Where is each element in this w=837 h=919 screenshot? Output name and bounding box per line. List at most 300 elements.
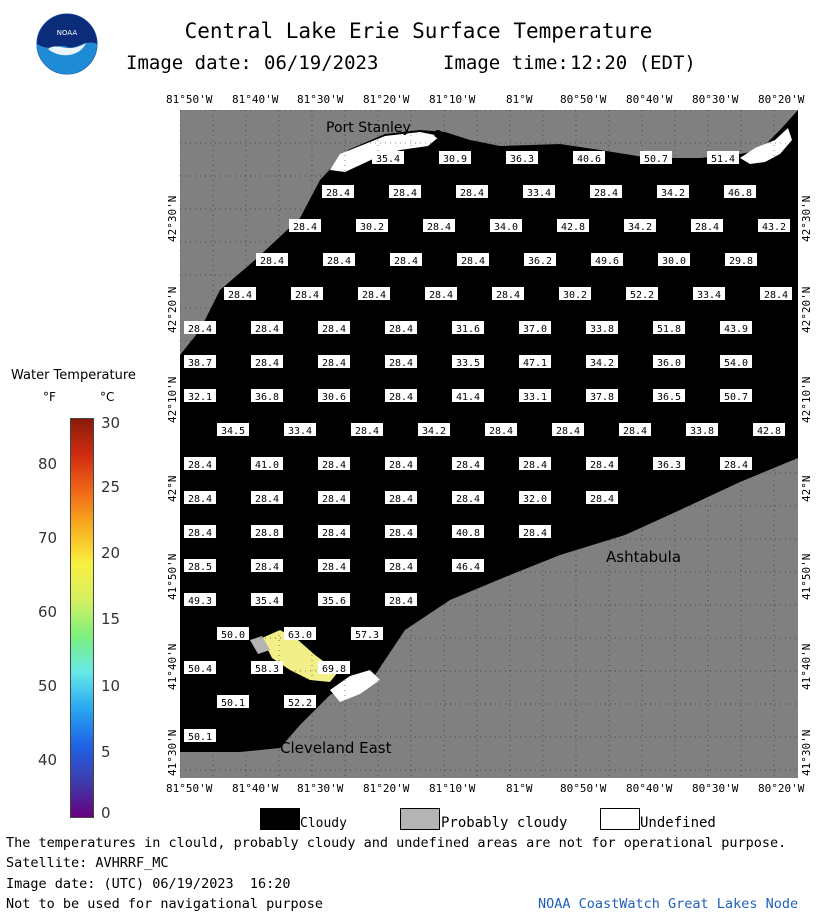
temperature-value	[506, 151, 538, 165]
lon-label-top: 80°50'W	[560, 93, 607, 106]
temperature-value	[284, 627, 316, 641]
svg-text:28.4: 28.4	[388, 358, 414, 369]
legend-tick-c: 20	[101, 544, 121, 562]
temperature-value	[251, 525, 283, 539]
legend-tick-c: 5	[101, 743, 111, 761]
svg-text:28.4: 28.4	[460, 256, 486, 267]
lon-label-top: 81°50'W	[166, 93, 213, 106]
lat-label-right: 42°N	[800, 475, 813, 502]
svg-text:34.5: 34.5	[220, 426, 246, 437]
svg-text:50.0: 50.0	[220, 630, 246, 641]
svg-text:28.4: 28.4	[522, 460, 548, 471]
svg-text:28.4: 28.4	[388, 528, 414, 539]
svg-text:28.4: 28.4	[388, 562, 414, 573]
svg-text:28.4: 28.4	[187, 460, 213, 471]
svg-text:33.1: 33.1	[522, 392, 548, 403]
temperature-map	[180, 110, 798, 778]
city-marker-port-stanley	[434, 130, 442, 138]
temperature-value	[184, 491, 216, 505]
lon-label-top: 80°30'W	[692, 93, 739, 106]
svg-text:NOAA: NOAA	[56, 29, 78, 37]
lat-label-right: 41°40'N	[800, 643, 813, 690]
lon-label-bottom: 80°20'W	[758, 782, 805, 795]
image-date-label: Image date:	[126, 52, 252, 74]
temperature-value	[251, 389, 283, 403]
svg-text:28.4: 28.4	[321, 562, 347, 573]
svg-text:51.4: 51.4	[710, 154, 736, 165]
svg-text:28.4: 28.4	[321, 494, 347, 505]
lon-label-top: 81°40'W	[232, 93, 279, 106]
svg-text:37.8: 37.8	[589, 392, 615, 403]
temperature-value	[720, 355, 752, 369]
lat-label-left: 42°N	[166, 475, 179, 502]
temperature-value	[519, 355, 551, 369]
svg-text:42.8: 42.8	[756, 426, 782, 437]
svg-text:50.4: 50.4	[187, 664, 213, 675]
temperature-value	[356, 219, 388, 233]
svg-text:43.9: 43.9	[723, 324, 749, 335]
svg-text:28.4: 28.4	[321, 358, 347, 369]
svg-text:50.7: 50.7	[723, 392, 749, 403]
svg-text:28.4: 28.4	[555, 426, 581, 437]
svg-text:37.0: 37.0	[522, 324, 548, 335]
legend-tick-c: 30	[101, 414, 121, 432]
temperature-value	[184, 389, 216, 403]
svg-text:28.4: 28.4	[426, 222, 452, 233]
svg-text:28.4: 28.4	[325, 188, 351, 199]
lat-label-right: 42°20'N	[800, 286, 813, 333]
temperature-value	[251, 355, 283, 369]
svg-text:28.4: 28.4	[321, 528, 347, 539]
svg-text:46.8: 46.8	[727, 188, 753, 199]
svg-text:29.8: 29.8	[728, 256, 754, 267]
lat-label-left: 42°30'N	[166, 195, 179, 242]
svg-text:30.9: 30.9	[442, 154, 468, 165]
temperature-value	[457, 253, 489, 267]
svg-text:28.4: 28.4	[388, 392, 414, 403]
temperature-value	[251, 491, 283, 505]
temperature-value	[591, 253, 623, 267]
svg-text:28.4: 28.4	[393, 256, 419, 267]
temperature-value	[626, 287, 658, 301]
temperature-value	[385, 491, 417, 505]
temperature-value	[586, 457, 618, 471]
temperature-value	[456, 185, 488, 199]
temperature-value	[452, 559, 484, 573]
legend-tick-c: 15	[101, 610, 121, 628]
svg-text:32.0: 32.0	[522, 494, 548, 505]
temperature-value	[385, 559, 417, 573]
lat-label-right: 42°10'N	[800, 376, 813, 423]
svg-text:28.4: 28.4	[723, 460, 749, 471]
temperature-value	[389, 185, 421, 199]
svg-text:32.1: 32.1	[187, 392, 213, 403]
svg-text:50.1: 50.1	[187, 732, 213, 743]
temperature-value	[251, 457, 283, 471]
temperature-value	[385, 321, 417, 335]
temperature-value	[653, 457, 685, 471]
lat-label-left: 41°30'N	[166, 729, 179, 776]
svg-text:34.2: 34.2	[421, 426, 447, 437]
svg-text:28.4: 28.4	[388, 494, 414, 505]
svg-text:38.7: 38.7	[187, 358, 213, 369]
navigation-warning: Not to be used for navigational purpose	[6, 896, 323, 912]
temperature-value	[452, 525, 484, 539]
svg-text:28.4: 28.4	[388, 596, 414, 607]
temperature-value	[284, 423, 316, 437]
temperature-value	[251, 661, 283, 675]
lat-label-left: 42°20'N	[166, 286, 179, 333]
svg-text:35.4: 35.4	[375, 154, 401, 165]
temperature-value	[519, 457, 551, 471]
image-date-value: 06/19/2023	[264, 52, 379, 74]
svg-text:49.3: 49.3	[187, 596, 213, 607]
svg-text:28.4: 28.4	[589, 460, 615, 471]
temperature-value	[485, 423, 517, 437]
temperature-value	[573, 151, 605, 165]
temperature-value	[318, 457, 350, 471]
temperature-value	[318, 389, 350, 403]
image-time-value: 12:20 (EDT)	[570, 52, 696, 74]
lon-label-top: 81°30'W	[297, 93, 344, 106]
svg-text:47.1: 47.1	[522, 358, 548, 369]
credit-text: NOAA CoastWatch Great Lakes Node	[538, 896, 799, 912]
svg-text:33.4: 33.4	[696, 290, 722, 301]
svg-text:28.8: 28.8	[254, 528, 280, 539]
legend-tick-c: 25	[101, 478, 121, 496]
temperature-value	[385, 593, 417, 607]
svg-text:30.2: 30.2	[359, 222, 385, 233]
svg-text:28.4: 28.4	[459, 188, 485, 199]
svg-text:28.4: 28.4	[593, 188, 619, 199]
temperature-value	[318, 661, 350, 675]
legend-tick-f: 70	[38, 529, 58, 547]
temperature-value	[318, 491, 350, 505]
svg-text:28.4: 28.4	[254, 494, 280, 505]
svg-text:69.8: 69.8	[321, 664, 347, 675]
place-label-ashtabula: Ashtabula	[606, 548, 682, 566]
lat-label-right: 41°30'N	[800, 729, 813, 776]
svg-text:43.2: 43.2	[761, 222, 787, 233]
temperature-value	[586, 355, 618, 369]
key-label-cloudy: Cloudy	[300, 816, 347, 831]
lon-label-bottom: 81°10'W	[429, 782, 476, 795]
svg-text:28.4: 28.4	[187, 324, 213, 335]
lon-label-bottom: 81°20'W	[363, 782, 410, 795]
temperature-value	[351, 627, 383, 641]
temperature-value	[318, 593, 350, 607]
svg-text:30.0: 30.0	[661, 256, 687, 267]
svg-text:28.4: 28.4	[187, 494, 213, 505]
key-swatch-undefined	[600, 808, 640, 830]
svg-text:28.4: 28.4	[388, 324, 414, 335]
temperature-value	[724, 185, 756, 199]
temperature-value	[318, 321, 350, 335]
svg-text:57.3: 57.3	[354, 630, 380, 641]
temperature-value	[452, 457, 484, 471]
temperature-value	[372, 151, 404, 165]
temperature-value	[653, 321, 685, 335]
svg-text:28.4: 28.4	[488, 426, 514, 437]
temperature-value	[184, 525, 216, 539]
svg-text:28.4: 28.4	[227, 290, 253, 301]
temperature-value	[184, 559, 216, 573]
temperature-value	[291, 287, 323, 301]
svg-text:51.8: 51.8	[656, 324, 682, 335]
svg-text:28.4: 28.4	[428, 290, 454, 301]
svg-text:28.4: 28.4	[495, 290, 521, 301]
lat-label-left: 41°40'N	[166, 643, 179, 690]
lon-label-top: 81°10'W	[429, 93, 476, 106]
temperature-value	[251, 321, 283, 335]
temperature-value	[251, 593, 283, 607]
temperature-value	[224, 287, 256, 301]
temperature-value	[519, 525, 551, 539]
temperature-value	[658, 253, 690, 267]
temperature-value	[624, 219, 656, 233]
temperature-value	[184, 729, 216, 743]
svg-text:28.4: 28.4	[259, 256, 285, 267]
svg-text:28.4: 28.4	[254, 324, 280, 335]
svg-text:52.2: 52.2	[287, 698, 313, 709]
lon-label-top: 81°20'W	[363, 93, 410, 106]
temperature-value	[686, 423, 718, 437]
temperature-value	[524, 253, 556, 267]
temperature-value	[425, 287, 457, 301]
temperature-value	[289, 219, 321, 233]
lat-label-right: 42°30'N	[800, 195, 813, 242]
key-swatch-cloudy	[260, 808, 300, 830]
temperature-value	[490, 219, 522, 233]
temperature-value	[351, 423, 383, 437]
temperature-value	[217, 695, 249, 709]
legend-title: Water Temperature	[11, 368, 136, 383]
temperature-value	[184, 593, 216, 607]
temperature-value	[390, 253, 422, 267]
svg-text:58.3: 58.3	[254, 664, 280, 675]
svg-text:31.6: 31.6	[455, 324, 481, 335]
temperature-value	[418, 423, 450, 437]
lon-label-bottom: 81°50'W	[166, 782, 213, 795]
legend-tick-f: 60	[38, 603, 58, 621]
lon-label-bottom: 81°40'W	[232, 782, 279, 795]
svg-text:36.8: 36.8	[254, 392, 280, 403]
temperature-value	[452, 355, 484, 369]
legend-tick-c: 0	[101, 804, 111, 822]
legend-unit-f: °F	[43, 390, 56, 404]
key-label-undefined: Undefined	[640, 815, 716, 831]
temperature-value	[720, 321, 752, 335]
temperature-value	[318, 559, 350, 573]
svg-text:28.4: 28.4	[254, 358, 280, 369]
temperature-value	[323, 253, 355, 267]
svg-text:42.8: 42.8	[560, 222, 586, 233]
svg-text:33.5: 33.5	[455, 358, 481, 369]
key-swatch-probably-cloudy	[400, 808, 440, 830]
temperature-value	[439, 151, 471, 165]
legend-unit-c: °C	[100, 390, 115, 404]
temperature-value	[720, 389, 752, 403]
lon-label-bottom: 81°W	[506, 782, 533, 795]
svg-text:40.6: 40.6	[576, 154, 602, 165]
svg-text:34.2: 34.2	[589, 358, 615, 369]
svg-text:33.8: 33.8	[689, 426, 715, 437]
svg-text:28.4: 28.4	[455, 460, 481, 471]
place-label-port-stanley: Port Stanley	[326, 120, 411, 136]
temperature-value	[586, 389, 618, 403]
temperature-value	[725, 253, 757, 267]
temperature-value	[760, 287, 792, 301]
temperature-value	[385, 355, 417, 369]
temperature-value	[184, 355, 216, 369]
svg-text:28.4: 28.4	[321, 460, 347, 471]
svg-text:35.6: 35.6	[321, 596, 347, 607]
disclaimer-text: The temperatures in clould, probably cloudy and undefined areas are not for operational purpose.	[6, 835, 787, 851]
svg-text:28.4: 28.4	[354, 426, 380, 437]
temperature-value	[184, 457, 216, 471]
svg-text:33.4: 33.4	[526, 188, 552, 199]
svg-text:28.4: 28.4	[522, 528, 548, 539]
svg-text:28.4: 28.4	[589, 494, 615, 505]
image-time-label: Image time:	[443, 52, 569, 74]
svg-text:28.4: 28.4	[321, 324, 347, 335]
temperature-value	[640, 151, 672, 165]
temperature-value	[693, 287, 725, 301]
lon-label-top: 80°40'W	[626, 93, 673, 106]
temperature-value	[385, 525, 417, 539]
lat-label-right: 41°50'N	[800, 553, 813, 600]
svg-text:40.8: 40.8	[455, 528, 481, 539]
svg-text:35.4: 35.4	[254, 596, 280, 607]
temperature-value	[284, 695, 316, 709]
utc-date-text: Image date: (UTC) 06/19/2023 16:20	[6, 876, 291, 892]
temperature-value	[586, 491, 618, 505]
lon-label-bottom: 80°50'W	[560, 782, 607, 795]
temperature-value	[590, 185, 622, 199]
temperature-value	[217, 423, 249, 437]
svg-text:30.2: 30.2	[562, 290, 588, 301]
svg-text:28.4: 28.4	[187, 528, 213, 539]
lat-label-left: 42°10'N	[166, 376, 179, 423]
temperature-value	[452, 491, 484, 505]
svg-text:28.4: 28.4	[694, 222, 720, 233]
svg-text:41.4: 41.4	[455, 392, 481, 403]
legend-tick-c: 10	[101, 677, 121, 695]
svg-text:28.4: 28.4	[392, 188, 418, 199]
svg-text:46.4: 46.4	[455, 562, 481, 573]
temperature-value	[256, 253, 288, 267]
svg-text:50.1: 50.1	[220, 698, 246, 709]
temperature-value	[452, 321, 484, 335]
lat-label-left: 41°50'N	[166, 553, 179, 600]
temperature-value	[557, 219, 589, 233]
svg-text:33.8: 33.8	[589, 324, 615, 335]
temperature-value	[322, 185, 354, 199]
svg-text:34.0: 34.0	[493, 222, 519, 233]
temperature-value	[519, 321, 551, 335]
svg-text:28.4: 28.4	[763, 290, 789, 301]
temperature-value	[318, 355, 350, 369]
svg-text:41.0: 41.0	[254, 460, 280, 471]
svg-text:36.3: 36.3	[656, 460, 682, 471]
svg-text:28.4: 28.4	[326, 256, 352, 267]
svg-text:36.0: 36.0	[656, 358, 682, 369]
temperature-value	[753, 423, 785, 437]
svg-text:28.4: 28.4	[254, 562, 280, 573]
lon-label-bottom: 81°30'W	[297, 782, 344, 795]
temperature-value	[318, 525, 350, 539]
lon-label-top: 80°20'W	[758, 93, 805, 106]
satellite-text: Satellite: AVHRRF_MC	[6, 855, 169, 871]
legend-tick-f: 80	[38, 455, 58, 473]
temperature-value	[385, 389, 417, 403]
lon-label-bottom: 80°40'W	[626, 782, 673, 795]
svg-text:28.4: 28.4	[292, 222, 318, 233]
temperature-value	[385, 457, 417, 471]
temperature-value	[523, 185, 555, 199]
svg-text:63.0: 63.0	[287, 630, 313, 641]
svg-text:36.3: 36.3	[509, 154, 535, 165]
temperature-value	[184, 661, 216, 675]
temperature-value	[586, 321, 618, 335]
temperature-value	[217, 627, 249, 641]
svg-text:34.2: 34.2	[627, 222, 653, 233]
svg-text:30.6: 30.6	[321, 392, 347, 403]
temperature-value	[492, 287, 524, 301]
svg-text:28.5: 28.5	[187, 562, 213, 573]
svg-text:28.4: 28.4	[294, 290, 320, 301]
temperature-value	[720, 457, 752, 471]
svg-text:36.5: 36.5	[656, 392, 682, 403]
temperature-value	[251, 559, 283, 573]
key-label-probably-cloudy: Probably cloudy	[441, 815, 568, 831]
legend-color-bar	[70, 418, 94, 818]
svg-text:34.2: 34.2	[660, 188, 686, 199]
lon-label-bottom: 80°30'W	[692, 782, 739, 795]
svg-text:33.4: 33.4	[287, 426, 313, 437]
temperature-value	[452, 389, 484, 403]
temperature-value	[358, 287, 390, 301]
lon-label-top: 81°W	[506, 93, 533, 106]
temperature-value	[653, 389, 685, 403]
temperature-value	[184, 321, 216, 335]
temperature-value	[657, 185, 689, 199]
legend-tick-f: 40	[38, 751, 58, 769]
temperature-value	[552, 423, 584, 437]
temperature-value	[691, 219, 723, 233]
temperature-value	[707, 151, 739, 165]
page-title: Central Lake Erie Surface Temperature	[184, 19, 653, 43]
svg-text:36.2: 36.2	[527, 256, 553, 267]
temperature-value	[619, 423, 651, 437]
temperature-value	[519, 389, 551, 403]
temperature-value	[653, 355, 685, 369]
temperature-value	[758, 219, 790, 233]
svg-text:50.7: 50.7	[643, 154, 669, 165]
svg-text:28.4: 28.4	[455, 494, 481, 505]
place-label-cleveland-east: Cleveland East	[280, 739, 392, 757]
svg-text:28.4: 28.4	[622, 426, 648, 437]
svg-text:52.2: 52.2	[629, 290, 655, 301]
temperature-value	[519, 491, 551, 505]
legend-tick-f: 50	[38, 677, 58, 695]
temperature-value	[423, 219, 455, 233]
svg-text:54.0: 54.0	[723, 358, 749, 369]
svg-text:28.4: 28.4	[388, 460, 414, 471]
svg-text:49.6: 49.6	[594, 256, 620, 267]
temperature-value	[559, 287, 591, 301]
svg-text:28.4: 28.4	[361, 290, 387, 301]
